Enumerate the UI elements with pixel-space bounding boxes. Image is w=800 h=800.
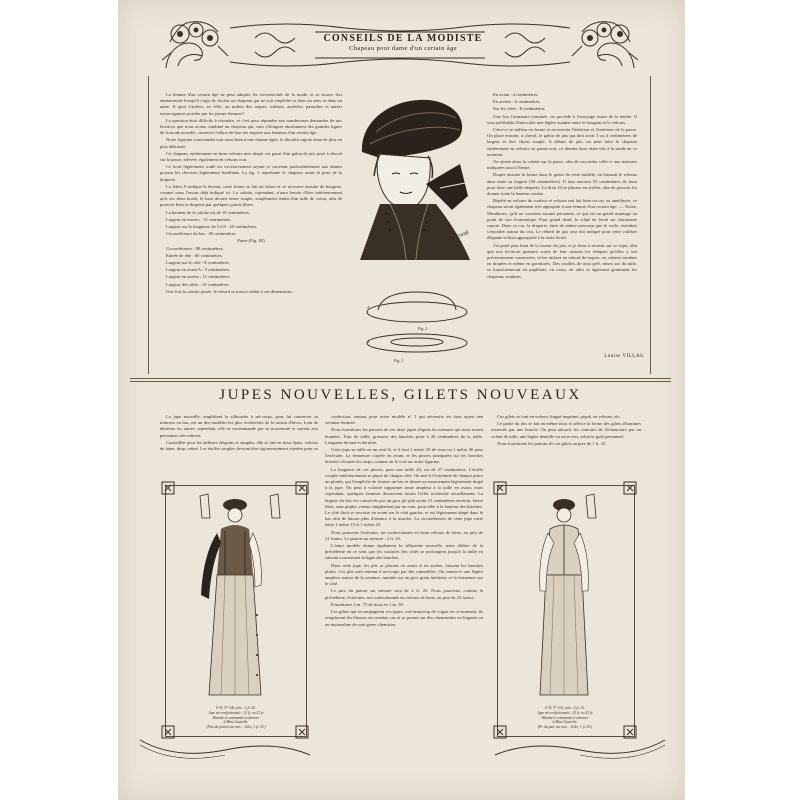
paragraph: Largeur en arrière : 11 centimètres. xyxy=(166,274,231,280)
right-woman-figure xyxy=(528,495,604,700)
paragraph: La jupe nouvelle, amplifiant la silhouette à mi-corps, pour lui conserver sa minceur en bas, est un des modèles les plus recherchés de la saison d'hiver. Loin de détrôner les autres cependant, elle se recommande par sa nouveauté et surtout aux personnes très minces. xyxy=(160,414,318,438)
paragraph: Le partie du dos se fait en même tissu et affecte la forme des gilets d'hommes resserrés par une boucle. On peut adoucir les contours de l'échancrure par un volant de tulle, une légère dentelle ou un revers, selon le goût personnel. xyxy=(491,421,641,439)
paragraph: Circonférence du bas : 60 centimètres. xyxy=(166,231,237,237)
paragraph: La hauteur de la calotte est de 10 centimètres. xyxy=(166,209,251,215)
paragraph: Largeur sur la longueur, de 5 à 8 : 18 centimètres. xyxy=(166,224,258,230)
paragraph: Draper ensuite la forme dans le genre de cette modèle, en laissant le velours dans toute sa largeur (50 centimètres). Il faut environ 55 centimètres de tissu pour faire une belle draperie. Le droit fil se placera en arrière, afin de pouvoir lui donner toute la hauteur voulue. xyxy=(487,172,637,197)
top-article-right-rule xyxy=(650,76,651,374)
paragraph: Ce bord légèrement roulé est excessivement seyant et convient particulièrement aux dames portant les cheveux légèrement bouffants. La fig. 1 représente le chapeau avant la pose de la draperie. xyxy=(160,164,342,182)
paragraph: Nous fournirons les patrons de ces deux jupes d'après les mesures qui nous seront données. Tour de taille, grosseur des hanches prise à 20 centimètres de la taille. Longueur devant et derrière. xyxy=(325,427,483,445)
paragraph: Nous pourrons l'exécuter, mi-confectionnée en beau velours de laine, au prix de 21 francs. Le patron sur mesure : 2 fr. 25. xyxy=(325,529,483,541)
figure-3-brim xyxy=(362,330,472,356)
article2-column-1 xyxy=(160,414,318,476)
paragraph: Les gilets qui accompagnent ces jupes, ont beaucoup de vogue en ce moment, ils remplacent les blouses en certains cas et se posent sur des chemisettes en lingerie ou en mousseline de soie genre chemisier. xyxy=(325,609,483,627)
header-ornament-right xyxy=(570,16,642,74)
portrait-signature: Ch. Frank xyxy=(444,229,470,244)
paragraph: On ajuste alors la calotte sur la passe, afin de raccorder celle-ci aux mesures indiquées tout à l'heure. xyxy=(487,159,637,171)
paragraph: Largeur des côtés : 10 centimètres. xyxy=(166,281,230,287)
top-article-left-rule xyxy=(148,76,149,374)
paragraph: En avant : 4 centimètres. xyxy=(493,92,539,97)
figure-2-hat-form xyxy=(362,288,472,326)
caption-line: à Mme Gauvelle. xyxy=(223,720,249,725)
paragraph: Notre figurine convientdra tout aussi bien à une femme âgée, la discrète capote étant de plus en plus délaissée. xyxy=(160,137,342,149)
paragraph: La longueur de ces pinces, pour une taille 44, est de 27 centimètres. L'étoffe coupée intérieurement se pique de chaque côté. On met à l'extrémité de chaque pince un plomb, qui l'empêche de former un bec et donne un mouvement légèrement drapé à la jupe. On peut à volonté supprimer toute ampleur à la taille en avant, mais cependant, quelques femmes desservent toutes l'effet recherché actuellement. La largeur du dos est conservée par un gros pli plat ayant 15 centimètres environ, laissé libre, sans piqûre, retenu simplement par un cran, pour aller à la hauteur des hanches. Le côté droit se recroise en avant sur le côté gauche, et est légèrement drapé dans le bas afin de laisser plus d'aisance à la marche. La circonférence de cette jupe varie entre 1 mètre 15 et 1 mètre 25. xyxy=(325,466,483,528)
paragraph: Le prix du patron sur mesure sera de 2 fr. 25. Nous pourrons, comme la précédente, l'exécuter, mi-confectionnée en velours de laine, au prix de 23 francs. xyxy=(325,588,483,600)
article1-column-1 xyxy=(160,92,342,370)
right-plate-caption xyxy=(502,706,628,730)
caption-line: P. D. N° 101, prix : 2 fr. 25. xyxy=(545,706,585,710)
paragraph: Sur les côtés : 8 centimètres. xyxy=(493,106,546,112)
figure-3-letter: A xyxy=(367,340,370,344)
paragraph: confection, surtout pour notre modèle n° 1 qui nécessite un tissu ayant une certaine fermeté. xyxy=(325,414,483,426)
header-subtitle: Chapeau pour dame d'un certain âge xyxy=(348,45,458,52)
header-ornament-left xyxy=(158,16,230,74)
caption-line: Jupe mi-confectionnée : 23 fr. ou 25 fr. xyxy=(537,710,593,715)
author-signature: Louise VILLAS. xyxy=(604,354,645,359)
caption-line: à Mme Gauvelle. xyxy=(552,720,578,725)
paragraph: Entrée de tête : 60 centimètres. xyxy=(166,252,223,258)
article2-title: JUPES NOUVELLES, GILETS NOUVEAUX xyxy=(219,387,582,403)
caption-line: P. D. N° 100, prix : 2 fr. 25. xyxy=(216,706,256,710)
paragraph: Dans cette jupe, les plis se placent en avant et en arrière, laissant les hanches plates. Ces plis sont retenus à mi-corps par des cannetilles. On conserve une légère ampleur autour de la ceinture, montée sur un gros grain intérieur, et la fermeture sur le côté. xyxy=(325,562,483,587)
bottom-ornament-left xyxy=(135,735,315,765)
paragraph: Fournitures 2 m. 75 de tissu en 1 m. 30. xyxy=(331,601,404,607)
header-scroll-border xyxy=(225,18,575,70)
bottom-ornament-right xyxy=(490,735,670,765)
paragraph: La femme d'un certain âge ne peut adopter les excentricités de la mode, et se trouve fort embarrassée lorsqu'il s'agit de choisir un chapeau qui ne soit empêché ni dans un sens ni dans un autre. Il quoi s'arrêter, en effet, au milieu des toques, turbans, auréoles, panaches et autres extravagances portées par les jeunes femmes? xyxy=(160,92,342,116)
figure-2-letter: A xyxy=(367,306,370,310)
paragraph: La question était difficile à résoudre, et c'est pour répondre aux nombreuses demandes de nos lectrices que nous avons combiné un chapeau qui, sans s'éloigner absolument des grandes lignes de la mode actuelle, conserve l'allure de bon ton requise aux femmes d'un certain âge. xyxy=(160,117,342,136)
portrait-illustration xyxy=(340,92,490,262)
figure-2-caption: Fig. 2. xyxy=(418,327,429,331)
paragraph: La lettre A indique le devant; cette forme se fait en laiton et se recouvre ensuite de bougran, comme nous l'avons déjà indiqué ici. La calotte, cependant, n'aura besoin d'être intérieurement qu'à ses deux bords, le haut devant rester souple, simplement tendu d'un tulle de coton, afin de pouvoir fixer la draperie par quelques points libres. xyxy=(160,183,342,208)
paragraph: Cette jupe se taille en un seul lé, et il faut 1 mètre 35 de tissu ou 1 mètre 40 pour l'exécuter. La fermeture s'opère en avant, et les pinces pratiquées sur les hanches doivent s'écarter du corps, comme on le voit sur notre figurine. xyxy=(325,447,483,465)
paragraph: Ces gilets se font en velours frappé imprimé, piqué, en velours, etc. xyxy=(497,414,621,419)
figure-3-caption: Fig. 3. xyxy=(394,359,405,363)
left-plate-caption xyxy=(172,706,300,730)
caption-line: (Prix du patron sur mes. : Gilet, 1 fr. 25.) xyxy=(206,725,266,730)
paragraph: Nous fournirons les patrons de ces gilets au prix de 1 fr. 25. xyxy=(497,440,607,446)
paragraph: Celui-ci se taillera en forme et recouvrira l'intérieur et l'extérieur de la passe. On place ensuite, à cheval, le galon de jais qui doit avoir 3 ou 4 centimètres de largeur et être choisi souple. A défaut de jais, on peut faire le chapeau entièrement en velours ou panne noir, ce dernier tissu étant très à la mode en ce moment. xyxy=(487,127,637,157)
paragraph: Circonférence : 80 centimètres. xyxy=(166,245,224,251)
paragraph: Largeur en travers : 15 centimètres. xyxy=(166,216,232,222)
section-separator-2 xyxy=(130,381,671,382)
caption-line: (Pr. du patr. sur mes. : Gilet, 1 fr. 25.) xyxy=(537,725,593,730)
paragraph: L'autre modèle donne également la silhouette nouvelle, mais diffère de la précédente en ce sens que les coutures des côtés se prolongent jusqu'à la taille en suivant exactement la ligne des hanches. xyxy=(325,543,483,561)
section-separator xyxy=(130,378,671,379)
header-title: CONSEILS DE LA MODISTE xyxy=(323,33,483,44)
paragraph: Conseillée pour les tailleurs élégants et simples, elle se fait en tissu épais, velours de laine, drap, ratiné. Les étoffes souples devront être rigoureusement rejetées pour sa xyxy=(160,439,318,452)
article2-column-2 xyxy=(325,414,483,772)
caption-line: Jupe mi-confectionnée : 21 fr. ou 23 fr. xyxy=(208,710,264,715)
paragraph: Répété en velours de couleur et velours uni fait bien ou roy ou améthyste, ce chapeau serait également très approprié à une femme d'un certain âge. — Notez, Mesdames, qu'il ne convient aucune personne, ce qui est un grand avantage au point de vue économique. Pour grand deuil, la crêpe ne ferait sur charmante capote. Dans ce cas, la draperie, faite de même morceau que le voile, viendrait s'enrouler autour du cou. Le rebord de jais sera fait indiqué pour cette coiffure élégante et bien appropriée à la triste livrée. xyxy=(487,198,637,241)
paragraph: Largeur sur le côté : 8 centimètres. xyxy=(166,260,230,266)
caption-line: Mandat et commande à adresser xyxy=(541,715,589,720)
article1-column-2 xyxy=(487,92,637,352)
paragraph: Largeur en avant A : 9 centimètres. xyxy=(166,267,231,273)
article2-column-3 xyxy=(491,414,641,476)
paragraph: En arrière : 6 centimètres. xyxy=(493,99,541,105)
caption-line: Mandat et commande à adresser xyxy=(212,715,260,720)
paragraph: Ce chapeau, entièrement en beau velours noir drapé, est garni d'un galon de jais posé à cheval sur la passe, relevée, également en velours noir. xyxy=(160,150,342,163)
paragraph: Une fois l'armature terminée, on procède à l'essayage avant de la tendre. Il sera préférable d'intercaler une légère ouatine entre le bougran et le velours. xyxy=(487,113,637,125)
right-gilet-sketch xyxy=(582,492,602,522)
left-woman-figure xyxy=(195,495,275,700)
paragraph: Passe (Fig. III) xyxy=(237,238,265,244)
left-gilet-sketches xyxy=(196,492,286,522)
paragraph: J'ai parlé plus haut de la faveur du jais, et je tiens à revenir sur ce sujet, afin que nos lectrices puissent sortir de leur cartons les reliques qu'elles y ont précieusement conservées, et les utiliser en rebord de toques, en calottes tendues en drapées et même en garnitures. Des rouilles de tissu préf, mises sur du tulle, se transformeront en papillons, en roses, en ailes et égaieront gentiment les chapeaux sombres. xyxy=(487,242,637,279)
paragraph: Une fois la calotte posée, le rebord se trouve réduit à ces dimensions : xyxy=(166,288,295,294)
